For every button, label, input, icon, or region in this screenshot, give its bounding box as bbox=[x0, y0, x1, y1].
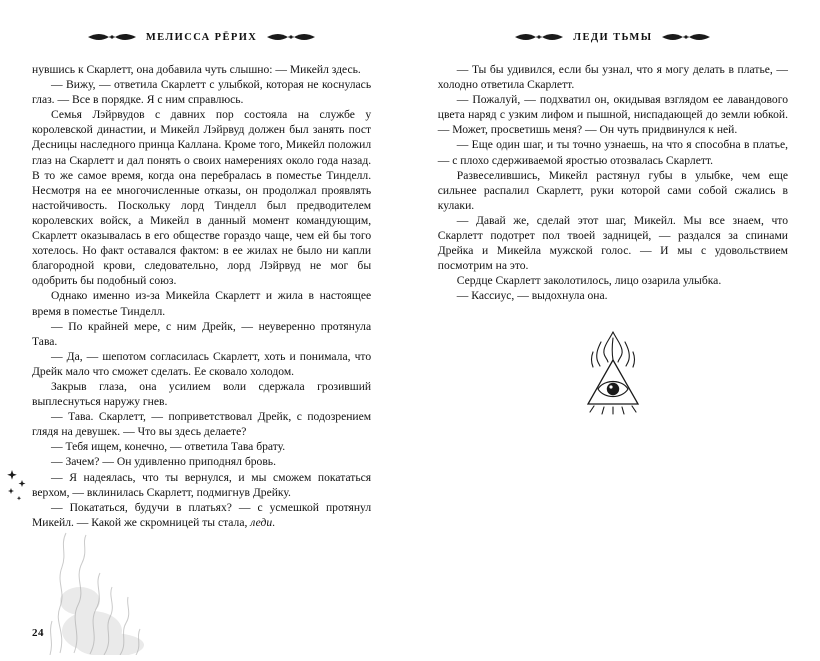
paragraph: Развеселившись, Микейл растянул губы в улыбке, чем еще сильнее распалил Скарлетт, руки которой сами собой сжались в кулаки. bbox=[437, 168, 788, 212]
paragraph: — Кассиус, — выдохнула она. bbox=[456, 289, 608, 303]
paragraph: нувшись к Скарлетт, она добавила чуть слышно: — Микейл здесь. bbox=[32, 63, 361, 76]
paragraph: — Тава. Скарлетт, — поприветствовал Дрейк, с подозрением глядя на девушек. — Что вы здесь делаете? bbox=[32, 410, 372, 439]
page-folio: 24 bbox=[32, 627, 44, 639]
ornament-flourish-icon bbox=[660, 31, 712, 43]
flaming-eye-emblem-icon bbox=[570, 326, 656, 421]
paragraph: — Еще один шаг, и ты точно узнаешь, на что я способна в платье, — с плохо сдерживаемой яростью отозвалась Скарлетт. bbox=[437, 138, 788, 167]
paragraph-text: — Покататься, будучи в платьях? — с усмешкой протянул Микейл. — Какой же скромницей ты стала, леди. bbox=[32, 500, 372, 529]
right-running-head bbox=[438, 28, 788, 46]
left-running-head bbox=[32, 28, 371, 46]
right-page-body bbox=[438, 62, 788, 304]
paragraph: — Да, — шепотом согласилась Скарлетт, хоть и понимала, что Дрейк мало что сможет сделать. Ее сковало холодом. bbox=[32, 349, 372, 378]
paragraph: — Я надеялась, что ты вернулся, и мы сможем покататься верхом, — вклинилась Скарлетт, подмигнув Дрейку. bbox=[32, 470, 372, 499]
left-page-body bbox=[32, 62, 371, 530]
paragraph: — По крайней мере, с ним Дрейк, — неуверенно протянула Тава. bbox=[32, 319, 372, 348]
ornament-flourish-icon bbox=[86, 31, 138, 43]
paragraph: — Вижу, — ответила Скарлетт с улыбкой, которая не коснулась глаз. — Все в порядке. Я с ним справлюсь. bbox=[32, 78, 372, 107]
paragraph: — Давай же, сделай этот шаг, Микейл. Мы все знаем, что Скарлетт подотрет пол твоей задницей, — раздался за спинами Дрейка и Микейла мужской голос. — И мы с удовольствием посмотрим на это. bbox=[437, 213, 788, 273]
paragraph: — Тебя ищем, конечно, — ответила Тава брату. bbox=[51, 440, 286, 454]
ornament-flourish-icon bbox=[265, 31, 317, 43]
left-running-head-title: МЕЛИССА РЁРИХ bbox=[145, 31, 258, 43]
paragraph: — Пожалуй, — подхватил он, окидывая взглядом ее лавандового цвета наряд с узким лифом и пышной, ниспадающей до земли юбкой. — Может, просветишь меня? — Он чуть придвинулся к ней. bbox=[437, 93, 788, 137]
paragraph: — Ты бы удивился, если бы узнал, что я могу делать в платье, — холодно ответила Скарлетт. bbox=[437, 63, 788, 92]
paragraph: — Зачем? — Он удивленно приподнял бровь. bbox=[51, 455, 276, 469]
right-running-head-title: ЛЕДИ ТЬМЫ bbox=[573, 31, 653, 43]
paragraph: Закрыв глаза, она усилием воли сдержала грозивший выплеснуться наружу гнев. bbox=[32, 379, 372, 409]
paragraph-last bbox=[32, 500, 371, 530]
ornament-flourish-icon bbox=[513, 31, 565, 43]
chapter-break-ornament bbox=[438, 326, 788, 421]
page-gutter bbox=[389, 28, 432, 643]
right-page bbox=[432, 28, 788, 643]
paragraph: Семья Лэйрвудов с давних пор состояла на службе у королевской династии, и Микейл Лэйрвуд должен был занять пост Десницы наследного принца Каллана. Кроме того, Микейл положил глаз на Скарлетт и дал понять о своих намерениях около года назад. В то же самое время, когда она перебралась в поместье Тинделл. Несмотря на ее многочисленные отказы, он продолжал проявлять настойчивость. Поскольку лорд Тинделл был предводителем королевских войск, а Микейл в данный момент командующим, Скарлетт оказывалась в его обществе гораздо чаще, чем ей бы того хотелось. Но факт оставался фактом: в ее жилах не было ни капли благородной крови, следовательно, лорд Лэйрвуд не мог бы одобрить бы подобный союз. bbox=[32, 108, 372, 288]
left-page bbox=[32, 28, 389, 643]
paragraph: Сердце Скарлетт заколотилось, лицо озарила улыбка. bbox=[456, 274, 722, 288]
paragraph: Однако именно из-за Микейла Скарлетт и жила в настоящее время в поместье Тинделл. bbox=[32, 289, 372, 318]
